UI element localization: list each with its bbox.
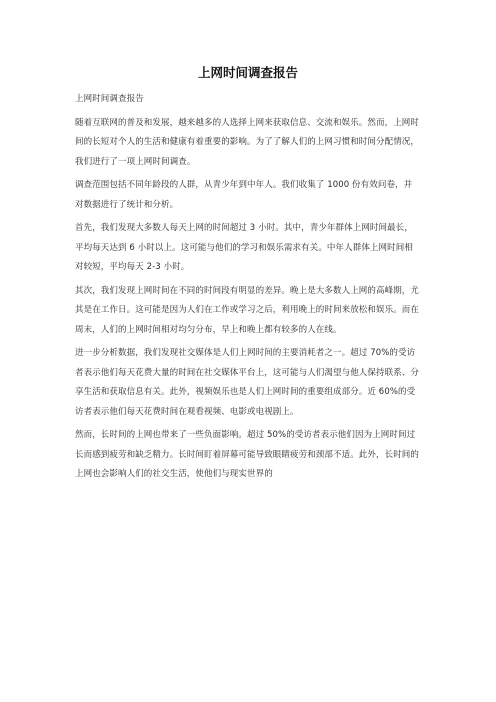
paragraph-time-periods: 其次，我们发现上网时间在不同的时间段有明显的差异。晚上是大多数人上网的高峰期，尤其是在工作日。这可能是因为人们在工作或学习之后，利用晚上的时间来放松和娱乐。而在周末，人们的上网时间相对均匀分布，早上和晚上都有较多的人在线。: [75, 285, 420, 335]
paragraph-subtitle: 上网时间调查报告: [75, 94, 144, 104]
paragraph-intro: 随着互联网的普及和发展，越来越多的人选择上网来获取信息、交流和娱乐。然而，上网时间的长短对个人的生活和健康有着重要的影响。为了了解人们的上网习惯和时间分配情况，我们进行了一项上网时间调查。: [75, 117, 420, 167]
document-title: 上网时间调查报告: [197, 65, 298, 80]
document-body: [75, 90, 420, 489]
paragraph-negative-effects: 然而，长时间的上网也带来了一些负面影响。超过 50%的受访者表示他们因为上网时间过长而感到疲劳和缺乏精力。长时间盯着屏幕可能导致眼睛疲劳和颈部不适。此外，长时间的上网也会影响人们的社交生活，使他们与现实世界的: [75, 430, 420, 479]
paragraph-scope: 调查范围包括不同年龄段的人群，从青少年到中年人。我们收集了 1000 份有效问卷，并对数据进行了统计和分析。: [75, 180, 413, 210]
paragraph-social-media: 进一步分析数据，我们发现社交媒体是人们上网时间的主要消耗者之一。超过 70%的受访者表示他们每天花费大量的时间在社交媒体平台上，这可能与人们渴望与他人保持联系、分享生活和获取信息有关。此外，视频娱乐也是人们上网时间的重要组成部分。近 60%的受访者表示他们每天花费时间在观看视频、电影或电视剧上。: [75, 348, 420, 417]
paragraph-daily-time: 首先，我们发现大多数人每天上网的时间超过 3 小时。其中，青少年群体上网时间最长，平均每天达到 6 小时以上。这可能与他们的学习和娱乐需求有关。中年人群体上网时间相对较短，平均每天 2-3 小时。: [75, 223, 413, 272]
